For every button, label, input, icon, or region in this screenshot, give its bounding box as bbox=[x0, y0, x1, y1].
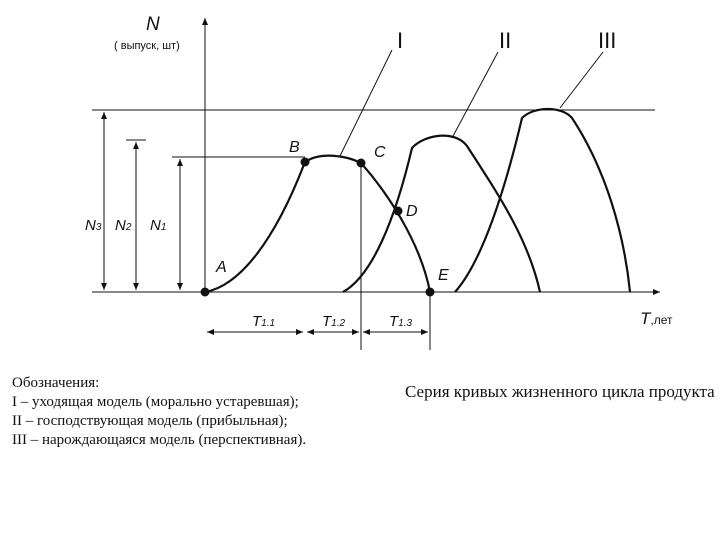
legend-item-ii: II – господствующая модель (прибыльная); bbox=[12, 413, 288, 429]
period-t12-label: T1.2 bbox=[322, 313, 346, 330]
point-a-label: A bbox=[216, 259, 227, 276]
y-axis-unit: ( выпуск, шт) bbox=[114, 40, 180, 52]
point-e-label: E bbox=[438, 267, 449, 284]
legend bbox=[12, 374, 306, 450]
curve-i-label: I bbox=[397, 28, 404, 53]
x-axis-unit: ,лет bbox=[650, 313, 673, 327]
point-b bbox=[301, 158, 310, 167]
period-t11-label: T1.1 bbox=[252, 313, 276, 330]
curve-iii bbox=[455, 109, 630, 292]
level-n1-label: N1 bbox=[150, 217, 167, 234]
curve-ii-leader bbox=[452, 52, 498, 138]
period-t13-label: T1.3 bbox=[389, 313, 413, 330]
x-axis-symbol: T bbox=[640, 309, 651, 328]
legend-item-iii: III – нарождающаяся модель (перспективная). bbox=[12, 432, 307, 448]
curve-iii-leader bbox=[560, 52, 603, 108]
point-c-label: C bbox=[374, 144, 386, 161]
legend-title: Обозначения: bbox=[12, 375, 100, 391]
curve-i-leader bbox=[340, 50, 392, 156]
x-axis-label bbox=[640, 309, 673, 328]
point-d bbox=[394, 207, 403, 216]
point-b-label: B bbox=[289, 139, 300, 156]
curve-i bbox=[205, 156, 430, 292]
level-n2-label: N2 bbox=[115, 217, 132, 234]
curve-ii-label: II bbox=[499, 28, 512, 53]
legend-item-i: I – уходящая модель (морально устаревшая); bbox=[12, 394, 299, 410]
curve-iii-label: III bbox=[598, 28, 617, 53]
y-axis-label: N bbox=[146, 14, 160, 35]
level-n3-label: N3 bbox=[85, 217, 102, 234]
diagram-caption: Серия кривых жизненного цикла продукта bbox=[405, 382, 715, 401]
point-d-label: D bbox=[406, 203, 418, 220]
point-a bbox=[201, 288, 210, 297]
